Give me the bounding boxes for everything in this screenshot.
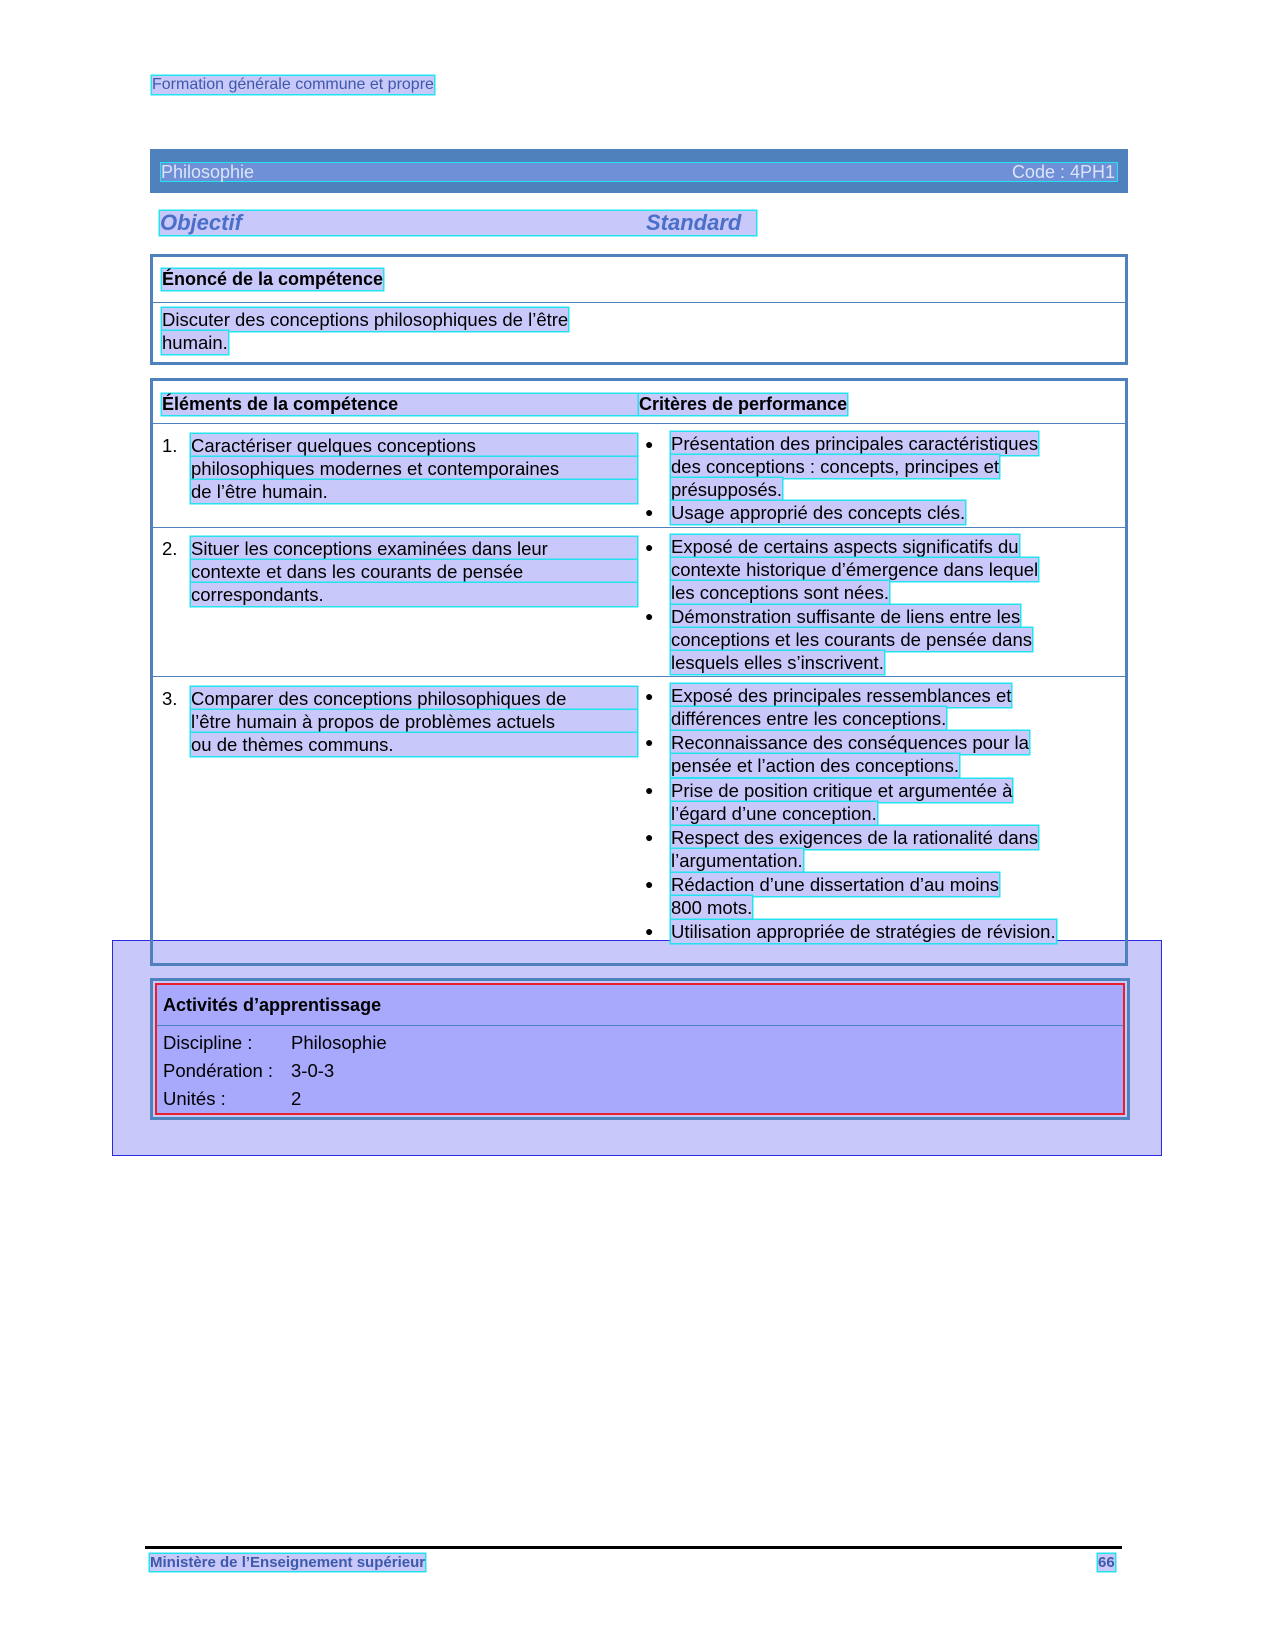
criterion-text: Utilisation appropriée de stratégies de révision. bbox=[671, 921, 1056, 942]
footer-rule bbox=[145, 1546, 1122, 1549]
element-number: 1. bbox=[162, 435, 178, 456]
competence-statement-box bbox=[150, 254, 1128, 365]
element-number: 3. bbox=[162, 688, 178, 709]
criterion-text: Exposé de certains aspects significatifs du bbox=[671, 536, 1019, 557]
competence-statement-heading: Énoncé de la compétence bbox=[162, 269, 384, 289]
element-text: correspondants. bbox=[191, 583, 637, 606]
criterion-text: 800 mots. bbox=[671, 897, 753, 918]
criterion-text: Exposé des principales ressemblances et bbox=[671, 685, 1012, 706]
discipline-value: Philosophie bbox=[291, 1032, 387, 1053]
bullet-icon: ● bbox=[645, 923, 654, 939]
course-code: Code : 4PH1 bbox=[1011, 162, 1115, 182]
row-divider bbox=[153, 676, 1125, 677]
criterion-text: les conceptions sont nées. bbox=[671, 582, 890, 603]
learning-activities-box bbox=[150, 978, 1130, 1120]
ponderation-label: Pondération : bbox=[163, 1060, 274, 1081]
criterion-text: Prise de position critique et argumentée à bbox=[671, 780, 1013, 801]
criterion-text: Reconnaissance des conséquences pour la bbox=[671, 732, 1029, 753]
objective-standard-row bbox=[160, 211, 756, 235]
standard-label: Standard bbox=[646, 210, 742, 235]
units-value: 2 bbox=[291, 1088, 302, 1109]
competence-statement-line: Discuter des conceptions philosophiques de l’être bbox=[162, 309, 569, 330]
elements-heading: Éléments de la compétence bbox=[162, 394, 638, 415]
row-divider bbox=[153, 527, 1125, 528]
criterion-text: des conceptions : concepts, principes et bbox=[671, 456, 1000, 477]
bullet-icon: ● bbox=[645, 504, 654, 520]
page-number: 66 bbox=[1098, 1554, 1115, 1571]
activities-heading: Activités d’apprentissage bbox=[163, 995, 382, 1015]
row-divider bbox=[157, 1025, 1123, 1026]
bullet-icon: ● bbox=[645, 436, 654, 452]
criterion-text: Rédaction d’une dissertation d’au moins bbox=[671, 874, 1000, 895]
criterion-text: présupposés. bbox=[671, 479, 783, 500]
criterion-text: Démonstration suffisante de liens entre les bbox=[671, 606, 1021, 627]
bullet-icon: ● bbox=[645, 782, 654, 798]
criterion-text: différences entre les conceptions. bbox=[671, 708, 947, 729]
competence-elements-table bbox=[150, 378, 1128, 966]
footer-ministry: Ministère de l’Enseignement supérieur bbox=[150, 1554, 426, 1571]
discipline-label: Discipline : bbox=[163, 1032, 253, 1053]
criterion-text: l’argumentation. bbox=[671, 850, 803, 871]
bullet-icon: ● bbox=[645, 829, 654, 845]
criteria-heading: Critères de performance bbox=[639, 394, 848, 414]
element-text: l’être humain à propos de problèmes actuels bbox=[191, 710, 637, 733]
element-text: philosophiques modernes et contemporaines bbox=[191, 457, 637, 480]
ponderation-value: 3-0-3 bbox=[291, 1060, 335, 1081]
course-title-bar bbox=[150, 149, 1128, 193]
row-divider bbox=[153, 423, 1125, 424]
bullet-icon: ● bbox=[645, 608, 654, 624]
objective-label: Objectif bbox=[160, 210, 242, 235]
bullet-icon: ● bbox=[645, 876, 654, 892]
element-text: contexte et dans les courants de pensée bbox=[191, 560, 637, 583]
criterion-text: pensée et l’action des conceptions. bbox=[671, 755, 959, 776]
bullet-icon: ● bbox=[645, 734, 654, 750]
element-text: Caractériser quelques conceptions bbox=[191, 434, 637, 457]
criterion-text: Usage approprié des concepts clés. bbox=[671, 502, 966, 523]
criterion-text: conceptions et les courants de pensée dans bbox=[671, 629, 1032, 650]
units-label: Unités : bbox=[163, 1088, 226, 1109]
element-text: Situer les conceptions examinées dans leur bbox=[191, 537, 637, 560]
criterion-text: l’égard d’une conception. bbox=[671, 803, 877, 824]
course-name: Philosophie bbox=[161, 162, 255, 182]
element-text: Comparer des conceptions philosophiques de bbox=[191, 687, 637, 710]
criterion-text: Présentation des principales caractéristiques bbox=[671, 433, 1039, 454]
running-head: Formation générale commune et propre bbox=[152, 76, 434, 93]
criterion-text: Respect des exigences de la rationalité dans bbox=[671, 827, 1039, 848]
element-text: ou de thèmes communs. bbox=[191, 733, 637, 756]
element-text: de l’être humain. bbox=[191, 480, 637, 503]
competence-statement-line: humain. bbox=[162, 332, 228, 353]
bullet-icon: ● bbox=[645, 539, 654, 555]
criterion-text: contexte historique d’émergence dans lequel bbox=[671, 559, 1039, 580]
criterion-text: lesquels elles s’inscrivent. bbox=[671, 652, 884, 673]
element-number: 2. bbox=[162, 538, 178, 559]
bullet-icon: ● bbox=[645, 688, 654, 704]
